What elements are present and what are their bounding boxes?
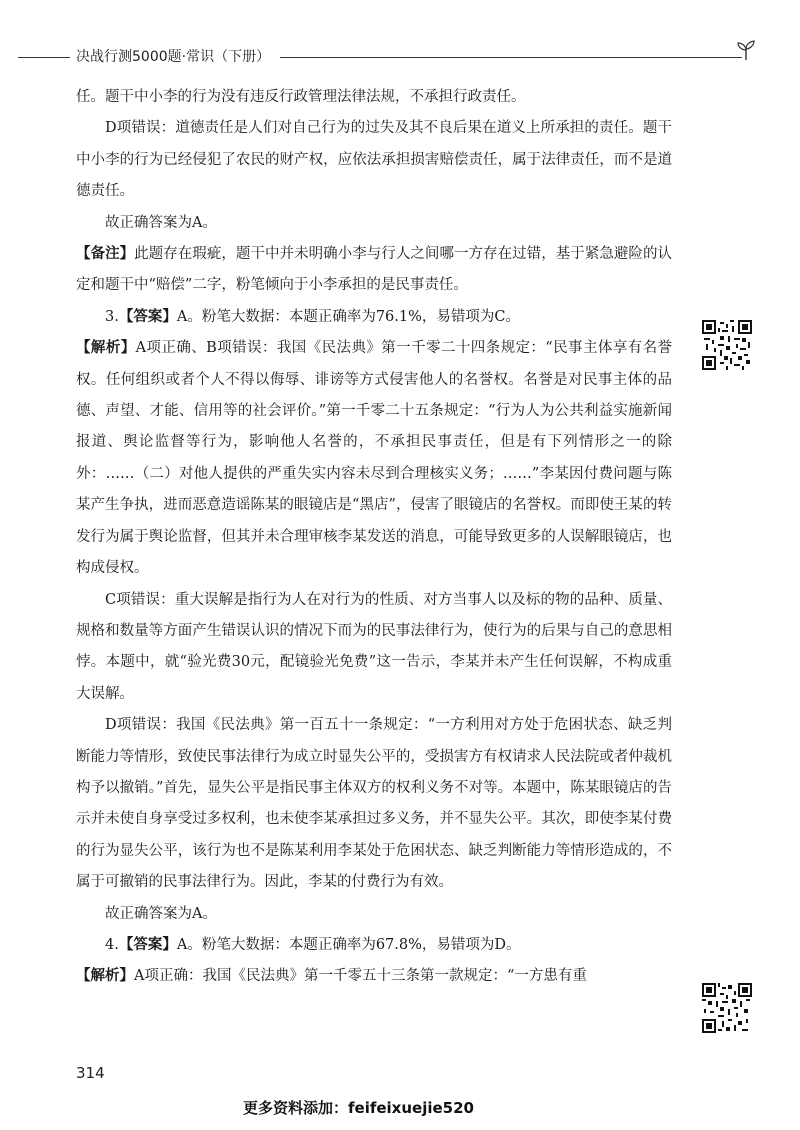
- paragraph: [76, 930, 672, 961]
- paragraph: [76, 899, 672, 930]
- paragraph: [76, 208, 672, 239]
- paragraph: [76, 961, 672, 992]
- paragraph-text: C项错误：重大误解是指行为人在对行为的性质、对方当事人以及标的物的品种、质量、规格和数量等方面产生错误认识的情况下而为的民事法律行为，使行为的后果与自己的意思相悖。本题中，就“验光费30元，配镜验光免费”这一告示，李某并未产生任何误解，不构成重大误解。: [76, 591, 672, 702]
- header-title: 决战行测5000题·常识（下册）: [76, 49, 271, 65]
- paragraph-text: 此题存在瑕疵，题干中并未明确小李与行人之间哪一方存在过错，基于紧急避险的认定和题干中“赔偿”二字，粉笔倾向于小李承担的是民事责任。: [76, 246, 673, 294]
- sprout-icon: [734, 38, 758, 62]
- running-header: [18, 44, 758, 68]
- answer-explanations: [76, 82, 672, 993]
- paragraph-text: A项正确：我国《民法典》第一千零五十三条第一款规定：“一方患有重: [134, 968, 587, 985]
- question-number: 3.: [105, 308, 119, 325]
- footer-note: 更多资料添加：feifeixuejie520: [243, 1099, 474, 1117]
- paragraph-text: A项正确、B项错误：我国《民法典》第一千零二十四条规定：“民事主体享有名誉权。任何组织或者个人不得以侮辱、诽谤等方式侵害他人的名誉权。名誉是对民事主体的品德、声望、才能、信用等的社会评价。”第一千零二十五条规定：“行为人为公共利益实施新闻报道、舆论监督等行为，影响他人名誉的，不承担民事责任，但是有下列情形之一的除外：……（二）对他人提供的严重失实内容未尽到合理核实义务；……”李某因付费问题与陈某产生争执，进而恶意造谣陈某的眼镜店是“黑店”，侵害了眼镜店的名誉权。而即使王某的转发行为属于舆论监督，但其并未合理审核李某发送的消息，可能导致更多的人误解眼镜店，也构成侵权。: [76, 340, 673, 577]
- paragraph: [76, 333, 672, 584]
- paragraph-text: A。粉笔大数据：本题正确率为67.8%，易错项为D。: [176, 936, 521, 953]
- paragraph: [76, 710, 672, 898]
- paragraph-text: D项错误：我国《民法典》第一百五十一条规定：“一方利用对方处于危困状态、缺乏判断能力等情形，致使民事法律行为成立时显失公平的，受损害方有权请求人民法院或者仲裁机构予以撤销。”首先，显失公平是指民事主体双方的权利义务不对等。本题中，陈某眼镜店的告示并未使自身享受过多权利，也未使李某承担过多义务，并不显失公平。其次，即使李某付费的行为显失公平，该行为也不是陈某利用李某处于危困状态、缺乏判断能力等情形造成的，不属于可撤销的民事法律行为。因此，李某的付费行为有效。: [76, 717, 672, 891]
- paragraph: [76, 82, 672, 113]
- section-tag: 【答案】: [118, 936, 177, 953]
- qr-code-icon: [702, 983, 752, 1033]
- paragraph-text: D项错误：道德责任是人们对自己行为的过失及其不良后果在道义上所承担的责任。题干中小李的行为已经侵犯了农民的财产权，应依法承担损害赔偿责任，属于法律责任，而不是道德责任。: [76, 120, 672, 200]
- paragraph-text: 故正确答案为A。: [105, 905, 217, 922]
- section-tag: 【答案】: [118, 308, 177, 325]
- paragraph: [76, 585, 672, 711]
- paragraph-text: 任。题干中小李的行为没有违反行政管理法律法规，不承担行政责任。: [76, 89, 526, 105]
- paragraph: [76, 239, 672, 302]
- section-tag: 【解析】: [76, 968, 134, 985]
- paragraph: [76, 302, 672, 333]
- question-number: 4.: [105, 936, 119, 953]
- paragraph-text: A。粉笔大数据：本题正确率为76.1%，易错项为C。: [176, 308, 520, 325]
- paragraph: [76, 113, 672, 207]
- page-number: 314: [76, 1064, 105, 1082]
- section-tag: 【解析】: [76, 340, 136, 357]
- section-tag: 【备注】: [76, 246, 135, 263]
- paragraph-text: 故正确答案为A。: [105, 214, 217, 231]
- header-rule-left: [18, 57, 70, 58]
- qr-code-icon: [702, 320, 752, 370]
- header-rule-right: [280, 57, 742, 58]
